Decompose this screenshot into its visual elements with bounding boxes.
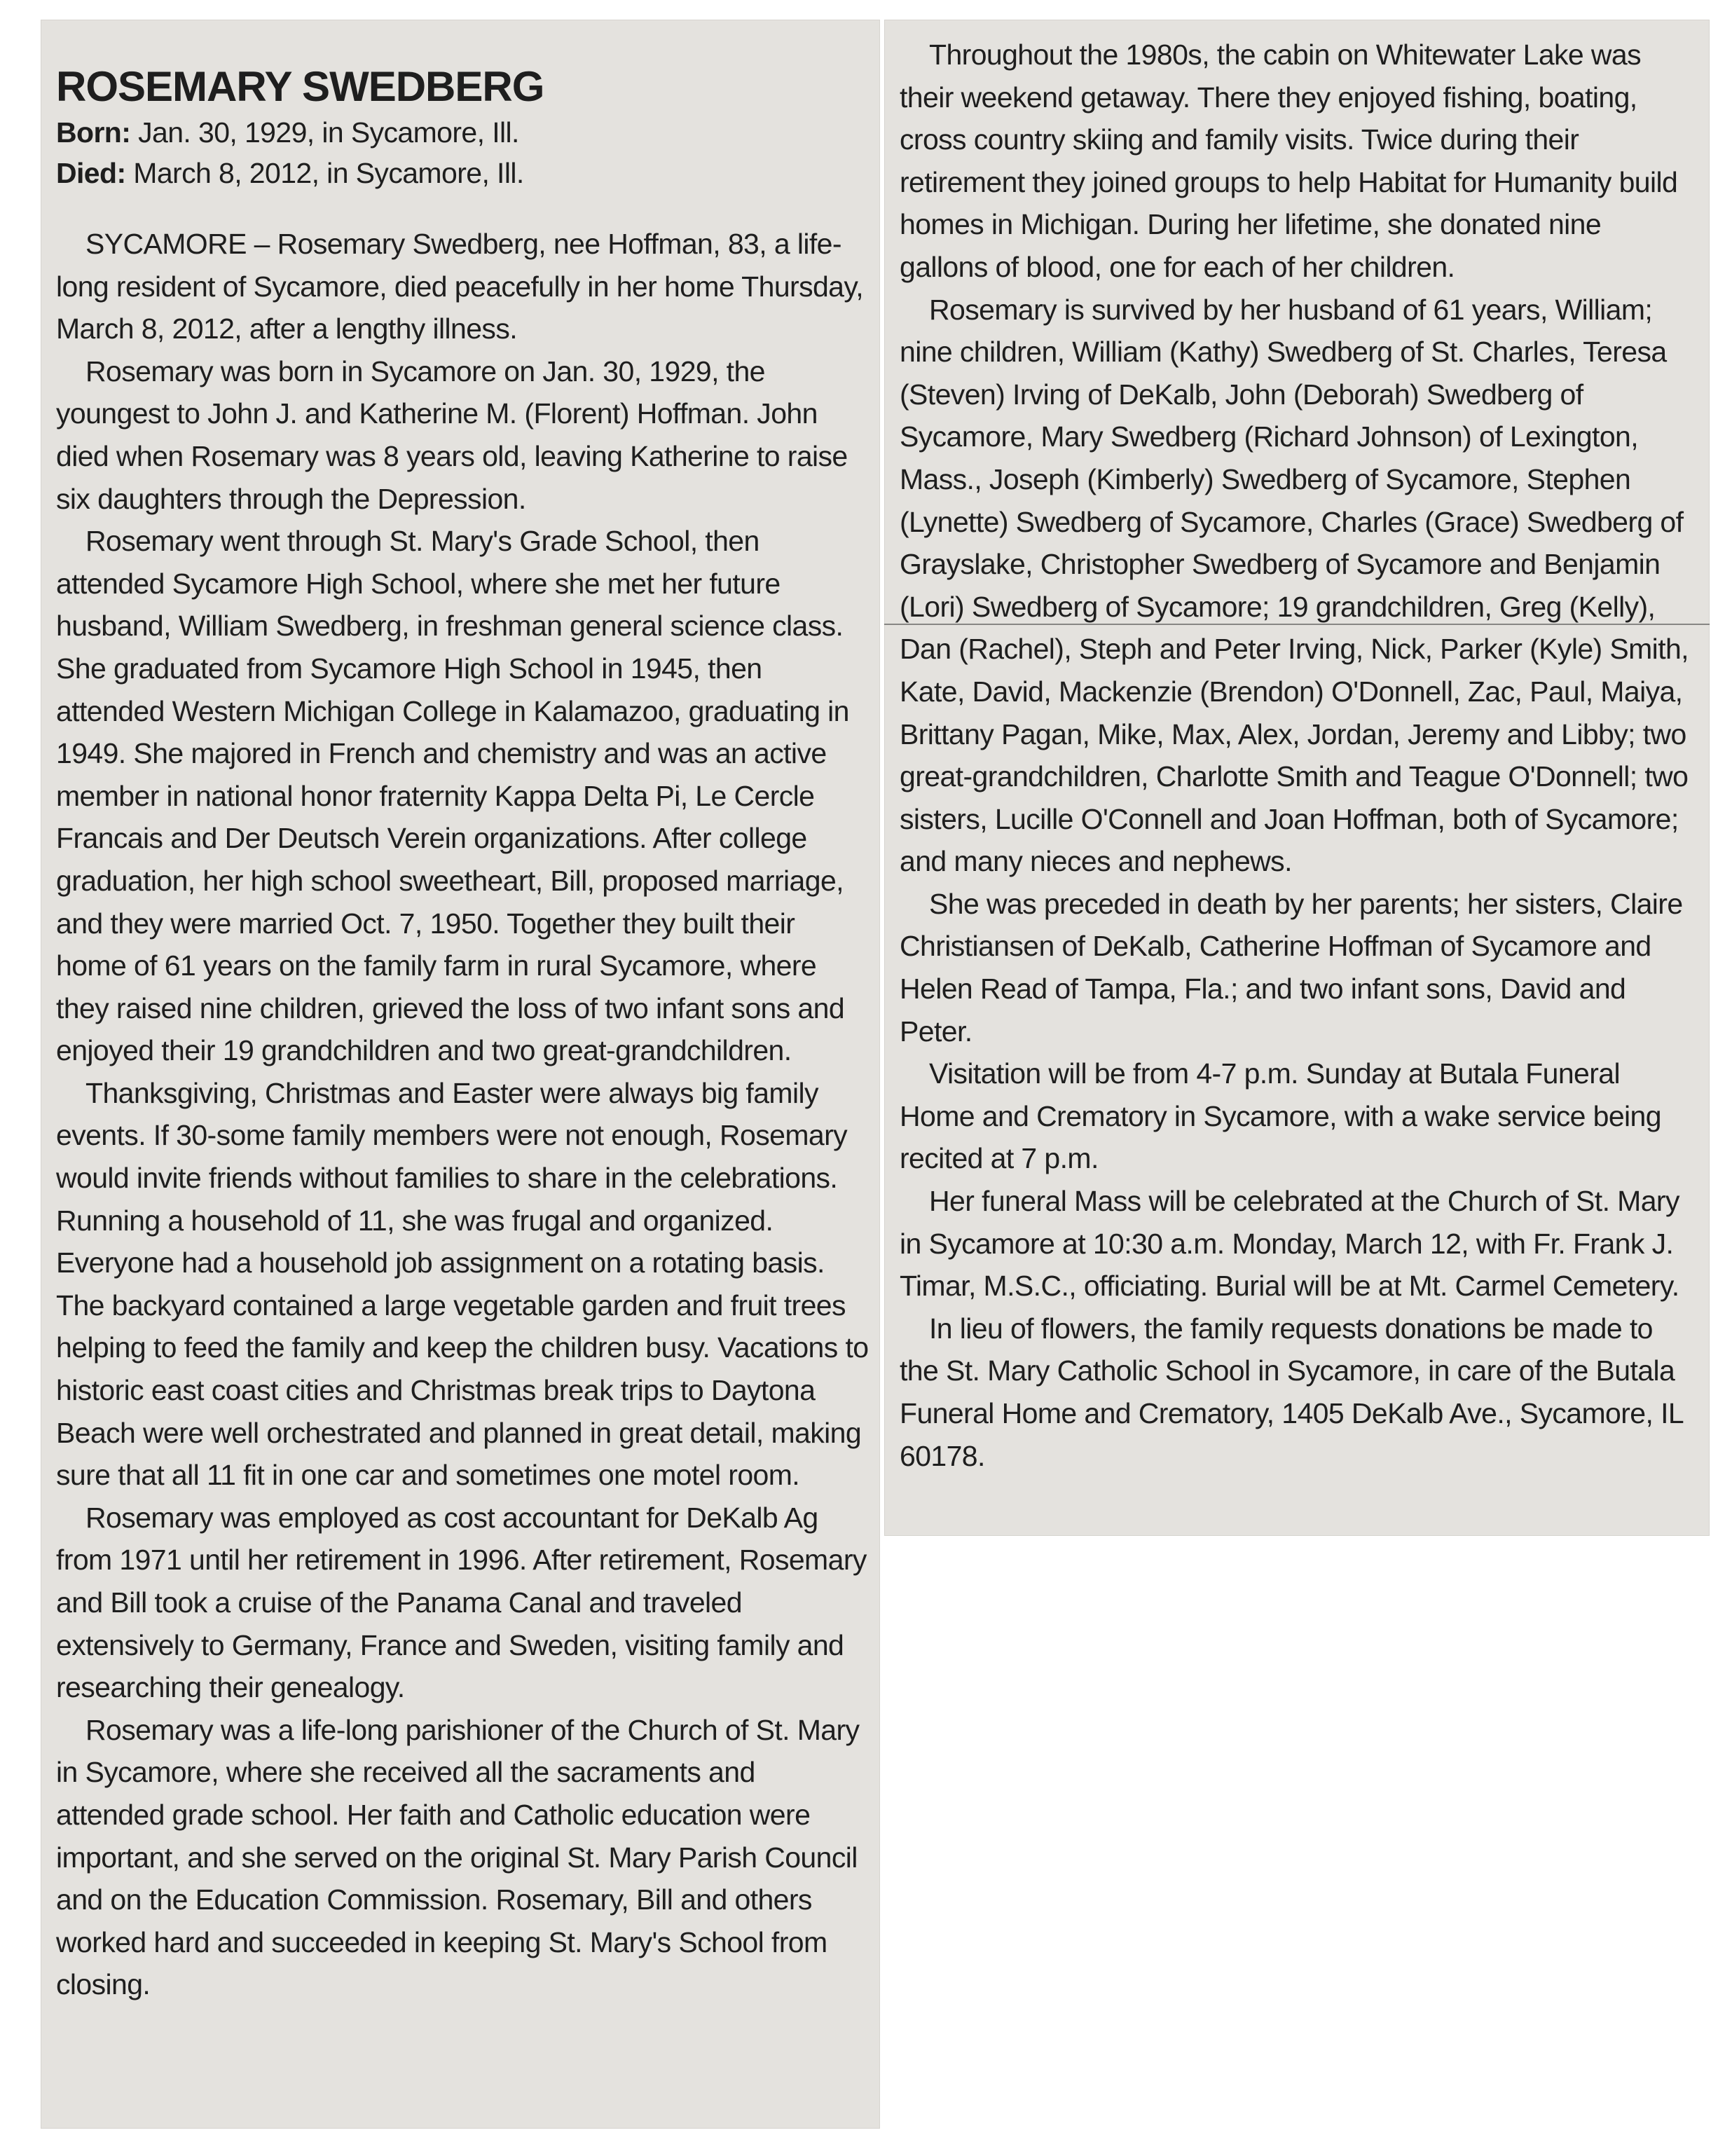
paragraph-intro: SYCAMORE – Rosemary Swedberg, nee Hoffman, 83, a life-long resident of Sycamore, died peacefully in her home Thursday, March 8, 2012, after a lengthy illness.	[56, 228, 864, 345]
spacer	[56, 193, 869, 223]
obituary-clipping-right-column	[884, 20, 1710, 1536]
born-label: Born:	[56, 116, 131, 149]
paragraph-funeral-mass: Her funeral Mass will be celebrated at the Church of St. Mary in Sycamore at 10:30 a.m. Monday, March 12, with Fr. Frank J. Timar, M.S.C., officiating. Burial will be at Mt. Carmel Cemetery.	[900, 1185, 1679, 1303]
paragraph-survivors: Rosemary is survived by her husband of 61 years, William; nine children, William (Kathy) Swedberg of St. Charles, Teresa (Steven) Irving of DeKalb, John (Deborah) Swedberg of Sycamore, Mary Swedberg (Richard Johnson) of Lexington, Mass., Joseph (Kimberly) Swedberg of Sycamore, Stephen (Lynette) Swedberg of Sycamore, Charles (Grace) Swedberg of Grayslake, Christopher Swedberg of Sycamore and Benjamin (Lori) Swedberg of Sycamore; 19 grandchildren, Greg (Kelly), Dan (Rachel), Steph and Peter Irving, Nick, Parker (Kyle) Smith, Kate, David, Mackenzie (Brendon) O'Donnell, Zac, Paul, Maiya, Brittany Pagan, Mike, Max, Alex, Jordan, Jeremy and Libby; two great-grandchildren, Charlotte Smith and Teague O'Donnell; two sisters, Lucille O'Connell and Joan Hoffman, both of Sycamore; and many nieces and nephews.	[900, 293, 1689, 878]
died-value: March 8, 2012, in Sycamore, Ill.	[125, 157, 524, 189]
paragraph-birth: Rosemary was born in Sycamore on Jan. 30, 1929, the youngest to John J. and Katherine M. (Florent) Hoffman. John died when Rosemary was 8 years old, leaving Katherine to raise six daughters through the Depression.	[56, 355, 848, 515]
died-line	[56, 153, 869, 193]
paragraph-donations: In lieu of flowers, the family requests donations be made to the St. Mary Catholic School in Sycamore, in care of the Butala Funeral Home and Crematory, 1405 DeKalb Ave., Sycamore, IL 60178.	[900, 1312, 1683, 1472]
born-value: Jan. 30, 1929, in Sycamore, Ill.	[130, 116, 519, 149]
paragraph-preceded: She was preceded in death by her parents; her sisters, Claire Christiansen of DeKalb, Catherine Hoffman of Sycamore and Helen Read of Tampa, Fla.; and two infant sons, David and Peter.	[900, 887, 1683, 1048]
obituary-name-heading: ROSEMARY SWEDBERG	[56, 63, 544, 110]
obituary-clipping-left-column	[41, 20, 880, 2129]
right-column-text	[900, 34, 1695, 1477]
died-label: Died:	[56, 157, 126, 189]
paragraph-family-life: Thanksgiving, Christmas and Easter were always big family events. If 30-some family members were not enough, Rosemary would invite friends without families to share in the celebrations. Running a household of 11, she was frugal and organized. Everyone had a household job assignment on a rotating basis. The backyard contained a large vegetable garden and fruit trees helping to feed the family and keep the children busy. Vacations to historic east coast cities and Christmas break trips to Daytona Beach were well orchestrated and planned in great detail, making sure that all 11 fit in one car and sometimes one motel room.	[56, 1076, 869, 1492]
paragraph-cabin: Throughout the 1980s, the cabin on Whitewater Lake was their weekend getaway. There they enjoyed fishing, boating, cross country skiing and family visits. Twice during their retirement they joined groups to help Habitat for Humanity build homes in Michigan. During her lifetime, she donated nine gallons of blood, one for each of her children.	[900, 39, 1678, 283]
born-line	[56, 112, 869, 153]
paragraph-education-marriage: Rosemary went through St. Mary's Grade School, then attended Sycamore High School, where she met her future husband, William Swedberg, in freshman general science class. She graduated from Sycamore High School in 1945, then attended Western Michigan College in Kalamazoo, graduating in 1949. She majored in French and chemistry and was an active member in national honor fraternity Kappa Delta Pi, Le Cercle Francais and Der Deutsch Verein organizations. After college graduation, her high school sweetheart, Bill, proposed marriage, and they were married Oct. 7, 1950. Together they built their home of 61 years on the family farm in rural Sycamore, where they raised nine children, grieved the loss of two infant sons and enjoyed their 19 grandchildren and two great-grandchildren.	[56, 525, 849, 1067]
left-column-text	[56, 55, 869, 2006]
paragraph-visitation: Visitation will be from 4-7 p.m. Sunday at Butala Funeral Home and Crematory in Sycamore, with a wake service being recited at 7 p.m.	[900, 1057, 1661, 1175]
paragraph-faith: Rosemary was a life-long parishioner of the Church of St. Mary in Sycamore, where she received all the sacraments and attended grade school. Her faith and Catholic education were important, and she served on the original St. Mary Parish Council and on the Education Commission. Rosemary, Bill and others worked hard and succeeded in keeping St. Mary's School from closing.	[56, 1713, 860, 2001]
paragraph-career: Rosemary was employed as cost accountant for DeKalb Ag from 1971 until her retirement in 1996. After retirement, Rosemary and Bill took a cruise of the Panama Canal and traveled extensively to Germany, France and Sweden, visiting family and researching their genealogy.	[56, 1501, 867, 1704]
